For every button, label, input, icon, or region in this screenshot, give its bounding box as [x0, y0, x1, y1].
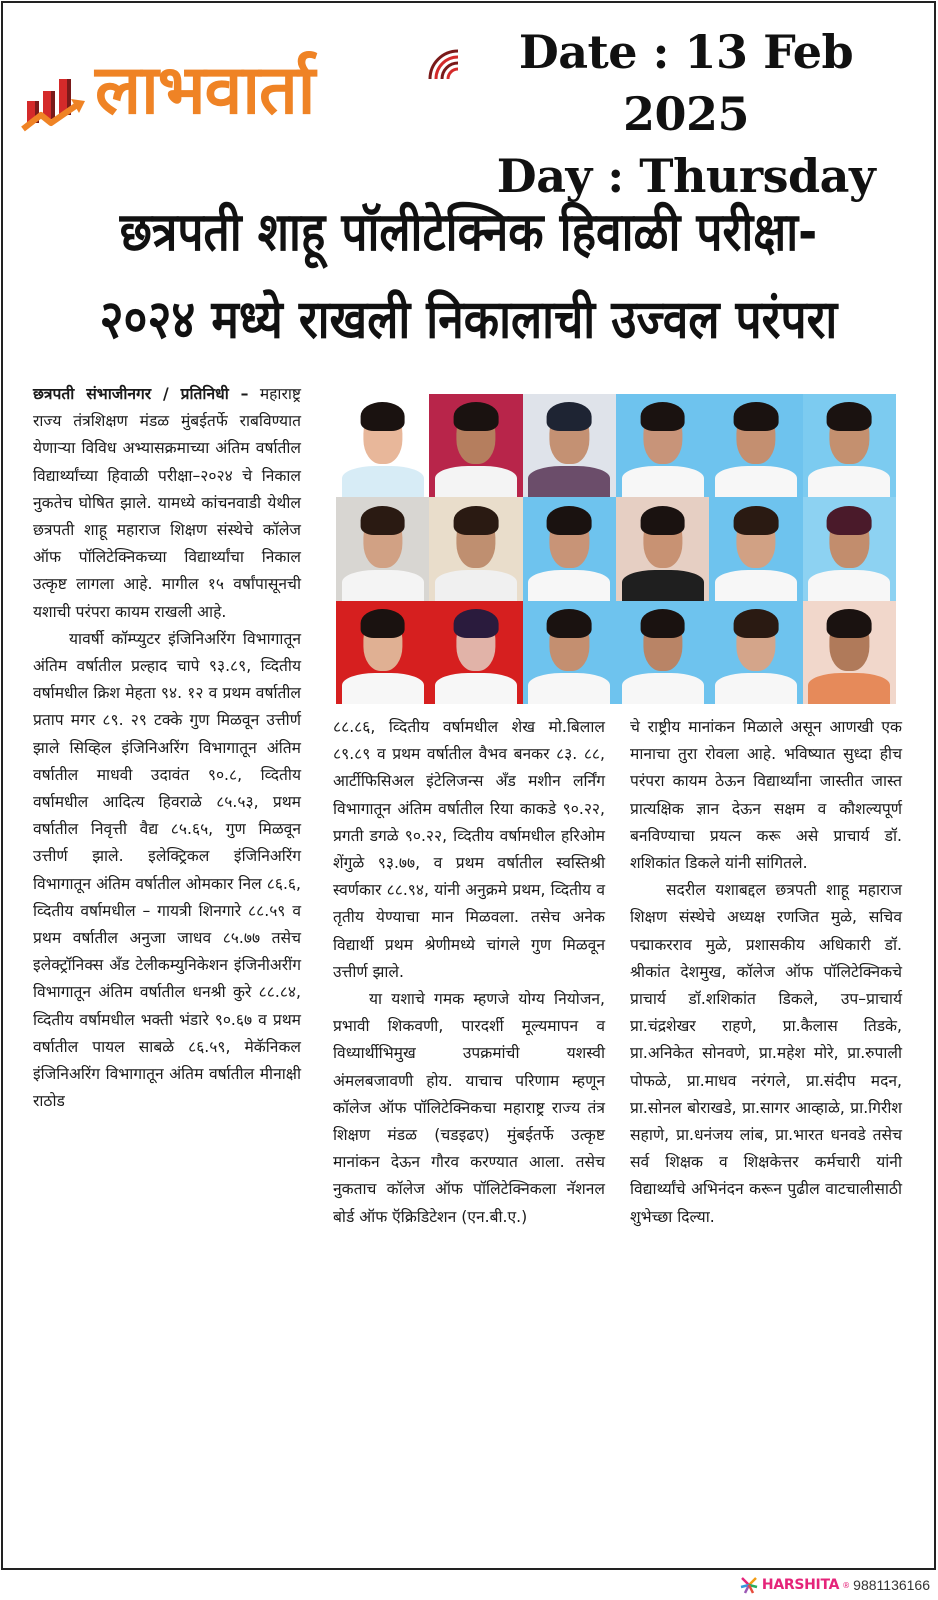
- photo-shirt: [342, 570, 424, 601]
- date-block: [466, 21, 906, 207]
- brand-name: HARSHITA: [761, 1577, 840, 1593]
- broadcast-signal-icon: [422, 29, 472, 84]
- photo-hair: [547, 609, 592, 638]
- publication-name: लाभवार्ता: [95, 51, 315, 130]
- headline-line-1: छत्रपती शाहू पॉलीटेक्निक हिवाळी परीक्षा-: [119, 200, 818, 263]
- student-photo: [336, 394, 429, 497]
- photo-shirt: [435, 466, 517, 497]
- photo-hair: [360, 506, 405, 535]
- brand-phone: 9881136166: [853, 1577, 930, 1593]
- registered-mark: ®: [842, 1580, 851, 1590]
- photo-shirt: [715, 466, 797, 497]
- photo-hair: [827, 609, 872, 638]
- student-photo: [523, 497, 616, 600]
- photo-hair: [360, 402, 405, 431]
- photo-shirt: [808, 570, 890, 601]
- student-photo: [523, 601, 616, 704]
- photo-hair: [454, 402, 499, 431]
- article-column-2: [333, 714, 605, 1231]
- photo-shirt: [622, 673, 704, 704]
- photo-hair: [547, 402, 592, 431]
- photo-hair: [454, 506, 499, 535]
- photo-hair: [734, 402, 779, 431]
- student-photo: [336, 497, 429, 600]
- student-photo: [523, 394, 616, 497]
- photo-shirt: [528, 570, 610, 601]
- photo-shirt: [715, 673, 797, 704]
- photo-shirt: [435, 673, 517, 704]
- photo-shirt: [528, 673, 610, 704]
- photo-hair: [547, 506, 592, 535]
- photo-shirt: [715, 570, 797, 601]
- article-column-1: [33, 381, 301, 1115]
- photo-hair: [827, 402, 872, 431]
- photo-shirt: [342, 466, 424, 497]
- photo-hair: [640, 506, 685, 535]
- student-photo: [616, 394, 709, 497]
- student-photo: [803, 394, 896, 497]
- article-paragraph: [33, 381, 301, 626]
- student-photo: [709, 497, 802, 600]
- article-dateline: छत्रपती संभाजीनगर / प्रतिनिधी –: [33, 385, 249, 403]
- student-photo: [616, 601, 709, 704]
- headline-line-2: २०२४ मध्ये राखली निकालाची उज्वल परंपरा: [99, 288, 838, 351]
- photo-shirt: [622, 570, 704, 601]
- photo-shirt: [528, 466, 610, 497]
- date-label: Date : 13 Feb 2025: [518, 25, 854, 141]
- bar-chart-arrow-icon: [21, 71, 93, 133]
- article-headline: [3, 188, 934, 363]
- photo-hair: [454, 609, 499, 638]
- photo-shirt: [342, 673, 424, 704]
- student-photo-grid: [336, 394, 896, 704]
- photo-hair: [734, 506, 779, 535]
- student-photo: [616, 497, 709, 600]
- newspaper-clipping: [1, 1, 936, 1570]
- article-paragraph: चे राष्ट्रीय मानांकन मिळाले असून आणखी एक मानाचा तुरा रोवला आहे. भविष्यात सुध्दा हीच परंपरा कायम ठेऊन विद्यार्थ्यांना जास्तीत जास्त प्रात्यक्षिक ज्ञान देऊन सक्षम व कौशल्यपूर्ण बनविण्याचा प्रयत्न करू असे प्राचार्य डॉ. शशिकांत डिकले यांनी सांगितले.: [630, 718, 902, 873]
- student-photo: [803, 497, 896, 600]
- photo-shirt: [808, 466, 890, 497]
- publication-logo: [17, 29, 457, 149]
- harshita-logo-icon: [739, 1576, 759, 1594]
- student-photo: [429, 497, 522, 600]
- article-paragraph: ८८.८६, व्दितीय वर्षामधील शेख मो.बिलाल ८९.८९ व प्रथम वर्षातील वैभव बनकर ८३. ८८, आर्टीफिसिअल इंटेलिजन्स अँड मशीन लर्निंग विभागातून अंतिम वर्षातील रिया काकडे ९०.२२, प्रगती डगळे ९०.२२, व्दितीय वर्षामधील हरिओम शेंगुळे ९३.७७, व प्रथम वर्षातील स्वस्तिश्री स्वर्णकार ८८.९४, यांनी अनुक्रमे प्रथम, व्दितीय व तृतीय येण्याचा मान मिळवला. तसेच अनेक विद्यार्थी प्रथम श्रेणीमध्ये चांगले गुण मिळवून उत्तीर्ण झाले.: [333, 718, 605, 981]
- photo-hair: [640, 609, 685, 638]
- paragraph-text: महाराष्ट्र राज्य तंत्रशिक्षण मंडळ मुंबईतर्फे राबविण्यात येणाऱ्या विविध अभ्यासक्रमाच्या अंतिम वर्षातील विद्यार्थ्यांच्या हिवाळी परीक्षा–२०२४ चे निकाल नुकतेच घोषित झाले. यामध्ये कांचनवाडी येथील छत्रपती शाहू महाराज शिक्षण संस्थेचे कॉलेज ऑफ पॉलिटेक्निकच्या विद्यार्थ्यांचा निकाल उत्कृष्ट लागला आहे. मागील १५ वर्षांपासूनची यशाची परंपरा कायम राखली आहे.: [33, 385, 301, 621]
- student-photo: [336, 601, 429, 704]
- photo-shirt: [435, 570, 517, 601]
- masthead: [3, 3, 934, 203]
- student-photo: [709, 394, 802, 497]
- student-photo: [709, 601, 802, 704]
- article-paragraph: यावर्षी कॉम्प्युटर इंजिनिअरिंग विभागातून अंतिम वर्षातील प्रल्हाद चापे ९३.८९, व्दितीय वर्षामधील क्रिश मेहता ९४. १२ व प्रथम वर्षातील प्रताप मगर ८९. २९ टक्के गुण मिळवून उत्तीर्ण झाले सिव्हिल इंजिनिअरिंग विभागातून अंतिम वर्षातील माधवी उदावंत ९०.८, व्दितीय वर्षामधील आदित्य हिवराळे ८५.५३, प्रथम वर्षातील निवृत्ती वैद्य ८५.६५, गुण मिळवून उत्तीर्ण झाले. इलेक्ट्रिकल इंजिनिअरिंग विभागातून अंतिम वर्षातील ओमकार निल ८६.६, व्दितीय वर्षामधील – गायत्री शिनगारे ८८.५९ व प्रथम वर्षातील अनुजा जाधव ८५.७७ तसेच इलेक्ट्रॉनिक्स अँड टेलीकम्युनिकेशन इंजिनीअरींग विभागातून अंतिम वर्षातील धनश्री कुरे ८८.८४, व्दितीय वर्षामधील भक्ती भंडारे ९०.६७ व प्रथम वर्षातील पायल साबळे ८६.५९, मेकॅनिकल इंजिनिअरिंग विभागातून अंतिम वर्षातील मीनाक्षी राठोड: [33, 629, 301, 1111]
- photo-hair: [640, 402, 685, 431]
- photo-hair: [734, 609, 779, 638]
- article-paragraph: सदरील यशाबद्दल छत्रपती शाहू महाराज शिक्षण संस्थेचे अध्यक्ष रणजित मुळे, सचिव पद्माकरराव मुळे, प्रशासकीय अधिकारी डॉ. श्रीकांत देशमुख, कॉलेज ऑफ पॉलिटेक्निकचे प्राचार्य डॉ.शशिकांत डिकले, उप–प्राचार्य प्रा.चंद्रशेखर राहणे, प्रा.कैलास तिडके, प्रा.अनिकेत सोनवणे, प्रा.महेश मोरे, प्रा.रुपाली पोफळे, प्रा.माधव नरंगले, प्रा.संदीप मदन, प्रा.सोनल बोराखडे, प्रा.सागर आव्हाळे, प्रा.गिरीश सहाणे, प्रा.धनंजय लांब, प्रा.भारत धनवडे तसेच सर्व शिक्षक व शिक्षकेत्तर कर्मचारी यांनी विद्यार्थ्यांचे अभिनंदन करून पुढील वाटचालीसाठी शुभेच्छा दिल्या.: [630, 881, 902, 1226]
- article-column-3: [630, 714, 902, 1231]
- student-photo: [429, 601, 522, 704]
- article-paragraph: या यशाचे गमक म्हणजे योग्य नियोजन, प्रभावी शिकवणी, पारदर्शी मूल्यमापन व विध्यार्थीभिमुख उपक्रमांची यशस्वी अंमलबजावणी होय. याचाच परिणाम म्हणून कॉलेज ऑफ पॉलिटेक्निकचा महाराष्ट्र राज्य तंत्र शिक्षण मंडळ (चडइढए) मुंबईतर्फे उत्कृष्ट मानांकन देऊन गौरव करण्यात आला. तसेच नुकताच कॉलेज ऑफ पॉलिटेक्निकला नॅशनल बोर्ड ऑफ ऍक्रिडिटेशन (एन.बी.ए.): [333, 990, 605, 1226]
- footer-branding: [739, 1575, 930, 1595]
- photo-shirt: [808, 673, 890, 704]
- day-label: Day : Thursday: [496, 149, 876, 203]
- student-photo: [429, 394, 522, 497]
- photo-hair: [827, 506, 872, 535]
- photo-hair: [360, 609, 405, 638]
- photo-shirt: [622, 466, 704, 497]
- student-photo: [803, 601, 896, 704]
